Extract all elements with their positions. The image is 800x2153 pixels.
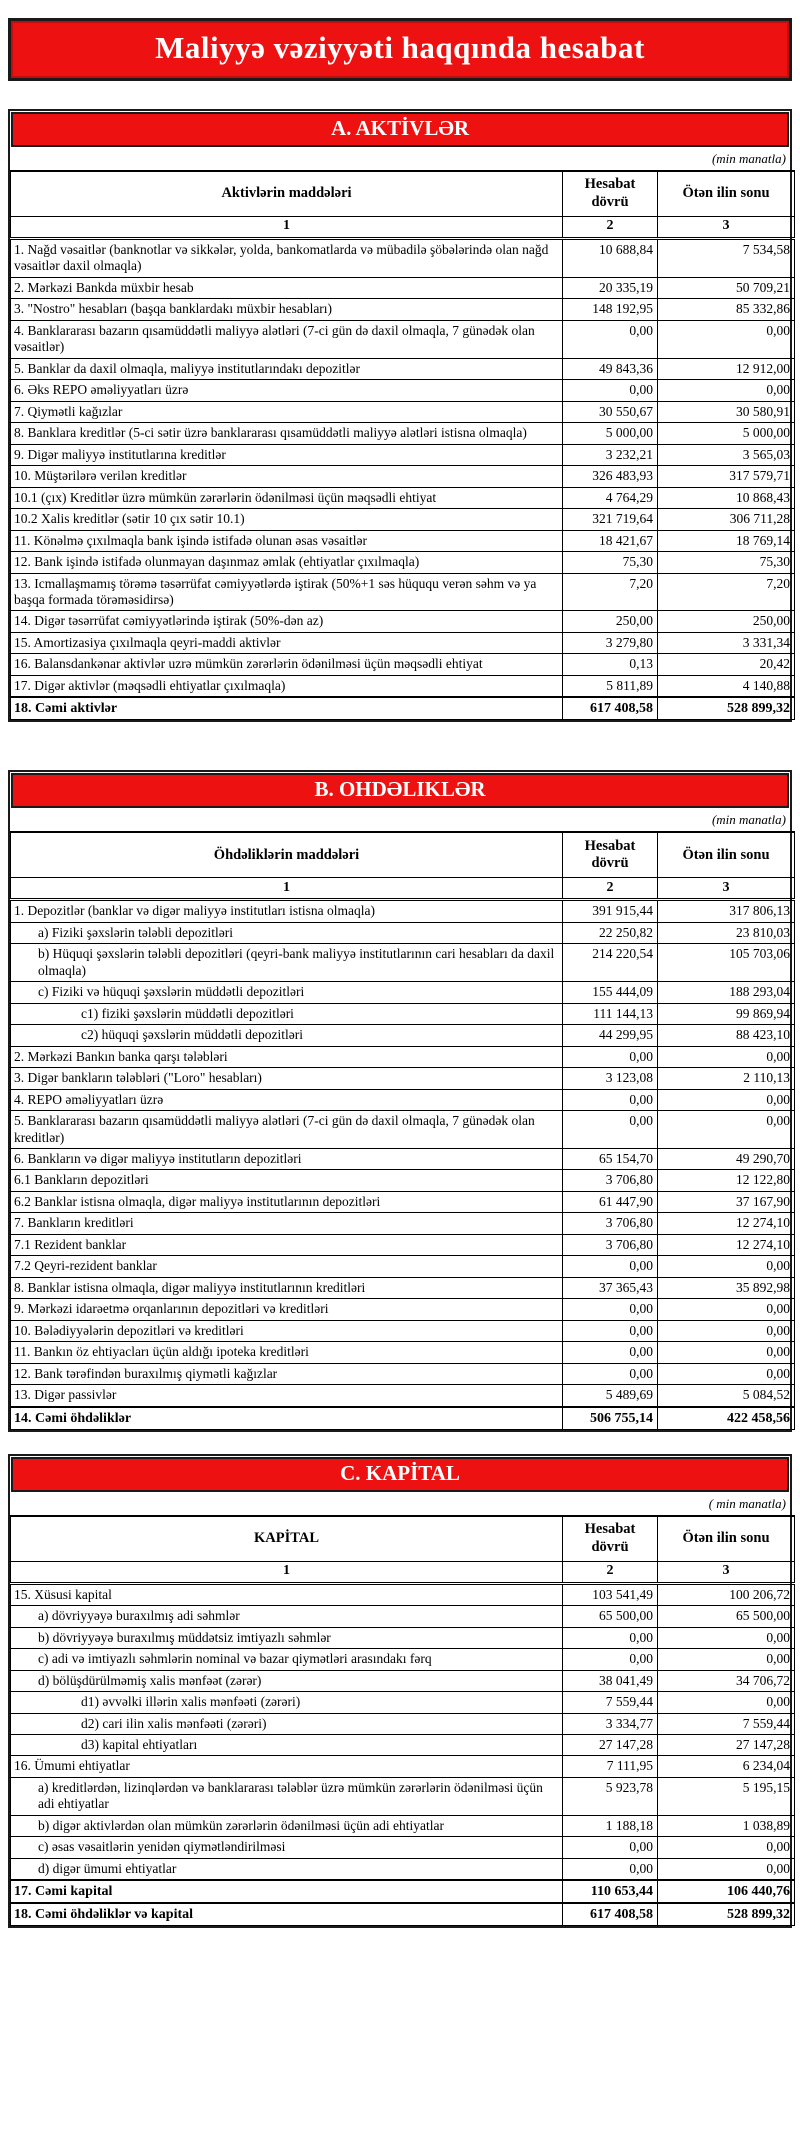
value-current-period: 38 041,49 [563,1670,658,1691]
row-label: 17. Digər aktivlər (məqsədli ehtiyatlar çıxılmaqla) [11,675,563,697]
assets-rows [11,239,795,720]
value-prior-year: 5 084,52 [658,1385,795,1407]
unit-note-text: (min manatla) [711,812,786,828]
value-current-period: 326 483,93 [563,466,658,487]
value-prior-year: 4 140,88 [658,675,795,697]
table-row [11,1407,795,1430]
table-row [11,466,795,487]
unit-note-text: ( min manatla) [708,1495,786,1511]
table-row [11,1089,795,1110]
value-prior-year: 50 709,21 [658,277,795,298]
value-current-period: 7 559,44 [563,1692,658,1713]
value-prior-year: 0,00 [658,1363,795,1384]
column-header-current-period: Hesabat dövrü [563,1516,658,1562]
value-prior-year: 3 331,34 [658,632,795,653]
table-row [11,530,795,551]
table-row [11,1627,795,1648]
column-header-row [11,171,795,217]
value-current-period: 0,00 [563,1299,658,1320]
column-header-current-period: Hesabat dövrü [563,832,658,878]
value-current-period: 0,00 [563,1089,658,1110]
row-label: 10.2 Xalis kreditlər (sətir 10 çıx sətir 10.1) [11,509,563,530]
row-label: 8. Banklara kreditlər (5-ci sətir üzrə banklararası qısamüddətli maliyyə alətləri istisna olmaqla) [11,423,563,444]
column-number: 1 [11,1561,563,1583]
row-label: c) əsas vəsaitlərin yenidən qiymətləndirilməsi [11,1837,563,1858]
value-prior-year: 422 458,56 [658,1407,795,1430]
unit-note [10,1493,790,1515]
table-row [11,611,795,632]
value-current-period: 22 250,82 [563,922,658,943]
row-label: d) bölüşdürülməmiş xalis mənfəət (zərər) [11,1670,563,1691]
column-number-row [11,1561,795,1583]
value-prior-year: 12 274,10 [658,1213,795,1234]
section-title: B. OHDƏLIKLƏR [314,777,486,802]
value-prior-year: 0,00 [658,1692,795,1713]
value-prior-year: 27 147,28 [658,1735,795,1756]
row-label: 14. Cəmi öhdəliklər [11,1407,563,1430]
value-current-period: 0,00 [563,1649,658,1670]
table-row [11,922,795,943]
value-current-period: 506 755,14 [563,1407,658,1430]
row-label: 6.1 Bankların depozitləri [11,1170,563,1191]
assets-table [10,170,795,720]
row-label: 7.2 Qeyri-rezident banklar [11,1256,563,1277]
column-number: 3 [658,1561,795,1583]
value-prior-year: 0,00 [658,320,795,358]
value-prior-year: 0,00 [658,1111,795,1149]
column-number: 3 [658,217,795,239]
table-row [11,1277,795,1298]
table-row [11,487,795,508]
value-current-period: 617 408,58 [563,1903,658,1926]
row-label: 7.1 Rezident banklar [11,1234,563,1255]
value-current-period: 4 764,29 [563,487,658,508]
table-row [11,1837,795,1858]
table-row [11,1385,795,1407]
value-prior-year: 12 122,80 [658,1170,795,1191]
unit-note [10,148,790,170]
column-number-row [11,217,795,239]
value-prior-year: 528 899,32 [658,1903,795,1926]
value-prior-year: 7 534,58 [658,239,795,278]
value-prior-year: 75,30 [658,552,795,573]
row-label: 1. Nağd vəsaitlər (banknotlar və sikkələr, yolda, bankomatlarda və mübadilə şöbələrində olan nağd vəsaitlər daxil olmaqla) [11,239,563,278]
table-row [11,1692,795,1713]
column-number: 3 [658,878,795,900]
value-current-period: 0,00 [563,1858,658,1880]
value-current-period: 321 719,64 [563,509,658,530]
table-row [11,1191,795,1212]
row-label: 11. Könəlmə çıxılmaqla bank işində istifadə olunan əsas vəsaitlər [11,530,563,551]
table-row [11,1342,795,1363]
value-prior-year: 1 038,89 [658,1815,795,1836]
row-label: 16. Balansdankənar aktivlər uzrə mümkün zərərlərin ödənilməsi üçün məqsədli ehtiyat [11,654,563,675]
table-row [11,1170,795,1191]
table-row [11,675,795,697]
value-current-period: 7,20 [563,573,658,611]
row-label: 2. Mərkəzi Bankda müxbir hesab [11,277,563,298]
row-label: 1. Depozitlər (banklar və digər maliyyə institutları istisna olmaqla) [11,900,563,922]
table-row [11,239,795,278]
value-current-period: 617 408,58 [563,697,658,720]
table-row [11,1735,795,1756]
table-row [11,1299,795,1320]
row-label: c2) hüquqi şəxslərin müddətli depozitləri [11,1025,563,1046]
value-prior-year: 317 579,71 [658,466,795,487]
row-label: 10.1 (çıx) Kreditlər üzrə mümkün zərərlərin ödənilməsi üçün məqsədli ehtiyat [11,487,563,508]
row-label: a) kreditlərdən, lizinqlərdən və banklararası tələblər üzrə mümkün zərərlərin ödənilməsi üçün adi ehtiyatlar [11,1777,563,1815]
row-label: 17. Cəmi kapital [11,1880,563,1903]
table-row [11,1649,795,1670]
value-current-period: 30 550,67 [563,401,658,422]
row-label: d2) cari ilin xalis mənfəəti (zərəri) [11,1713,563,1734]
table-row [11,1903,795,1926]
column-header-current-period: Hesabat dövrü [563,171,658,217]
value-prior-year: 3 565,03 [658,444,795,465]
value-prior-year: 99 869,94 [658,1003,795,1024]
column-header-items: Öhdəliklərin maddələri [11,832,563,878]
row-label: c1) fiziki şəxslərin müddətli depozitləri [11,1003,563,1024]
row-label: 15. Xüsusi kapital [11,1583,563,1605]
row-label: 6. Bankların və digər maliyyə institutların depozitləri [11,1149,563,1170]
value-prior-year: 105 703,06 [658,944,795,982]
table-row [11,982,795,1003]
row-label: 3. "Nostro" hesabları (başqa banklardakı müxbir hesabları) [11,299,563,320]
value-prior-year: 106 440,76 [658,1880,795,1903]
table-row [11,1858,795,1880]
value-current-period: 0,00 [563,1837,658,1858]
row-label: 10. Müştərilərə verilən kreditlər [11,466,563,487]
column-header-items: Aktivlərin maddələri [11,171,563,217]
row-label: 18. Cəmi aktivlər [11,697,563,720]
table-row [11,320,795,358]
value-current-period: 3 334,77 [563,1713,658,1734]
row-label: d1) əvvəlki illərin xalis mənfəəti (zərəri) [11,1692,563,1713]
value-prior-year: 5 195,15 [658,1777,795,1815]
row-label: 4. Banklararası bazarın qısamüddətli maliyyə alətləri (7-ci gün də daxil olmaqla, 7 günədək olan vəsaitlər) [11,320,563,358]
table-row [11,1149,795,1170]
value-current-period: 20 335,19 [563,277,658,298]
value-current-period: 0,00 [563,1256,658,1277]
value-current-period: 0,00 [563,1046,658,1067]
value-prior-year: 0,00 [658,380,795,401]
section-title-banner [11,773,789,808]
row-label: a) dövriyyəyə buraxılmış adi səhmlər [11,1606,563,1627]
table-row [11,401,795,422]
table-row [11,1606,795,1627]
value-current-period: 3 706,80 [563,1213,658,1234]
section-aktivler [8,109,792,722]
value-current-period: 111 144,13 [563,1003,658,1024]
table-row [11,1777,795,1815]
table-row [11,509,795,530]
value-prior-year: 0,00 [658,1046,795,1067]
value-current-period: 5 811,89 [563,675,658,697]
row-label: 11. Bankın öz ehtiyacları üçün aldığı ipoteka kreditləri [11,1342,563,1363]
value-prior-year: 188 293,04 [658,982,795,1003]
column-header-items: KAPİTAL [11,1516,563,1562]
column-number: 2 [563,878,658,900]
row-label: 4. REPO əməliyyatları üzrə [11,1089,563,1110]
value-current-period: 0,00 [563,1111,658,1149]
table-row [11,299,795,320]
row-label: 5. Banklararası bazarın qısamüddətli maliyyə alətləri (7-ci gün də daxil olmaqla, 7 günədək olan kreditlər) [11,1111,563,1149]
column-number: 2 [563,1561,658,1583]
section-kapital [8,1454,792,1929]
value-current-period: 391 915,44 [563,900,658,922]
value-current-period: 61 447,90 [563,1191,658,1212]
value-current-period: 148 192,95 [563,299,658,320]
value-prior-year: 34 706,72 [658,1670,795,1691]
table-row [11,1363,795,1384]
capital-table [10,1515,795,1927]
liabilities-table [10,831,795,1429]
table-row [11,654,795,675]
value-prior-year: 65 500,00 [658,1606,795,1627]
row-label: d3) kapital ehtiyatları [11,1735,563,1756]
value-current-period: 0,00 [563,380,658,401]
value-current-period: 0,00 [563,1627,658,1648]
table-row [11,1670,795,1691]
table-row [11,1046,795,1067]
row-label: 7. Qiymətli kağızlar [11,401,563,422]
table-row [11,1713,795,1734]
value-prior-year: 250,00 [658,611,795,632]
table-row [11,1880,795,1903]
table-row [11,1111,795,1149]
section-title: A. AKTİVLƏR [330,116,470,140]
row-label: 10. Bələdiyyələrin depozitləri və kreditləri [11,1320,563,1341]
value-prior-year: 0,00 [658,1858,795,1880]
column-header-row [11,1516,795,1562]
table-row [11,1756,795,1777]
value-prior-year: 0,00 [658,1089,795,1110]
value-current-period: 0,13 [563,654,658,675]
row-label: 6. Əks REPO əməliyyatları üzrə [11,380,563,401]
row-label: 12. Bank işində istifadə olunmayan daşınmaz əmlak (ehtiyatlar çıxılmaqla) [11,552,563,573]
value-current-period: 3 279,80 [563,632,658,653]
unit-note-text: (min manatla) [711,151,786,166]
value-current-period: 10 688,84 [563,239,658,278]
row-label: 6.2 Banklar istisna olmaqla, digər maliyyə institutlarının depozitləri [11,1191,563,1212]
table-row [11,1320,795,1341]
value-prior-year: 12 912,00 [658,358,795,379]
value-prior-year: 5 000,00 [658,423,795,444]
value-current-period: 3 123,08 [563,1068,658,1089]
column-header-prior-year: Ötən ilin sonu [658,832,795,878]
value-current-period: 18 421,67 [563,530,658,551]
value-prior-year: 49 290,70 [658,1149,795,1170]
value-prior-year: 0,00 [658,1649,795,1670]
row-label: b) Hüquqi şəxslərin tələbli depozitləri (qeyri-bank maliyyə institutlarının cari hesabları da daxil olmaqla) [11,944,563,982]
value-current-period: 49 843,36 [563,358,658,379]
value-current-period: 65 500,00 [563,1606,658,1627]
value-prior-year: 100 206,72 [658,1583,795,1605]
table-row [11,573,795,611]
section-ohdelikler [8,770,792,1431]
value-prior-year: 6 234,04 [658,1756,795,1777]
value-current-period: 44 299,95 [563,1025,658,1046]
unit-note [10,809,790,831]
row-label: 9. Mərkəzi idarəetmə orqanlarının depozitləri və kreditləri [11,1299,563,1320]
column-number-row [11,878,795,900]
table-row [11,444,795,465]
value-current-period: 0,00 [563,320,658,358]
value-current-period: 250,00 [563,611,658,632]
row-label: 5. Banklar da daxil olmaqla, maliyyə institutlarındakı depozitlər [11,358,563,379]
table-row [11,1068,795,1089]
value-prior-year: 0,00 [658,1320,795,1341]
column-header-prior-year: Ötən ilin sonu [658,1516,795,1562]
section-title: C. KAPİTAL [340,1460,460,1485]
row-label: c) adi və imtiyazlı səhmlərin nominal və bazar qiymətləri arasındakı fərq [11,1649,563,1670]
table-row [11,697,795,720]
table-row [11,900,795,922]
row-label: b) digər aktivlərdən olan mümkün zərərlərin ödənilməsi üçün adi ehtiyatlar [11,1815,563,1836]
value-prior-year: 23 810,03 [658,922,795,943]
value-current-period: 7 111,95 [563,1756,658,1777]
value-prior-year: 88 423,10 [658,1025,795,1046]
value-prior-year: 37 167,90 [658,1191,795,1212]
value-current-period: 3 706,80 [563,1170,658,1191]
value-current-period: 1 188,18 [563,1815,658,1836]
table-row [11,1213,795,1234]
row-label: 16. Ümumi ehtiyatlar [11,1756,563,1777]
row-label: 9. Digər maliyyə institutlarına kreditlər [11,444,563,465]
value-prior-year: 30 580,91 [658,401,795,422]
report-title: Maliyyə vəziyyəti haqqında hesabat [155,30,645,65]
value-prior-year: 306 711,28 [658,509,795,530]
row-label: c) Fiziki və hüquqi şəxslərin müddətli depozitləri [11,982,563,1003]
report-title-banner [8,18,792,81]
value-prior-year: 12 274,10 [658,1234,795,1255]
section-title-banner [11,112,789,147]
value-prior-year: 10 868,43 [658,487,795,508]
value-current-period: 103 541,49 [563,1583,658,1605]
value-current-period: 5 000,00 [563,423,658,444]
value-current-period: 0,00 [563,1342,658,1363]
value-current-period: 3 232,21 [563,444,658,465]
value-current-period: 0,00 [563,1320,658,1341]
row-label: 3. Digər bankların tələbləri ("Loro" hesabları) [11,1068,563,1089]
table-row [11,423,795,444]
value-prior-year: 7,20 [658,573,795,611]
table-row [11,358,795,379]
value-prior-year: 35 892,98 [658,1277,795,1298]
value-current-period: 110 653,44 [563,1880,658,1903]
table-row [11,552,795,573]
value-prior-year: 0,00 [658,1627,795,1648]
row-label: a) Fiziki şəxslərin tələbli depozitləri [11,922,563,943]
column-header-prior-year: Ötən ilin sonu [658,171,795,217]
value-current-period: 5 489,69 [563,1385,658,1407]
table-row [11,1025,795,1046]
row-label: 13. Digər passivlər [11,1385,563,1407]
row-label: 14. Digər təsərrüfat cəmiyyətlərində iştirak (50%-dən az) [11,611,563,632]
value-current-period: 5 923,78 [563,1777,658,1815]
value-prior-year: 528 899,32 [658,697,795,720]
value-current-period: 27 147,28 [563,1735,658,1756]
table-row [11,1256,795,1277]
value-current-period: 3 706,80 [563,1234,658,1255]
row-label: 8. Banklar istisna olmaqla, digər maliyyə institutlarının kreditləri [11,1277,563,1298]
value-current-period: 155 444,09 [563,982,658,1003]
value-current-period: 0,00 [563,1363,658,1384]
row-label: b) dövriyyəyə buraxılmış müddətsiz imtiyazlı səhmlər [11,1627,563,1648]
row-label: 15. Amortizasiya çıxılmaqla qeyri-maddi aktivlər [11,632,563,653]
table-row [11,380,795,401]
value-current-period: 214 220,54 [563,944,658,982]
liabilities-rows [11,900,795,1429]
value-prior-year: 0,00 [658,1256,795,1277]
table-row [11,1815,795,1836]
column-number: 1 [11,878,563,900]
column-header-row [11,832,795,878]
table-row [11,944,795,982]
value-prior-year: 0,00 [658,1837,795,1858]
column-number: 2 [563,217,658,239]
table-row [11,1003,795,1024]
value-current-period: 65 154,70 [563,1149,658,1170]
capital-rows [11,1583,795,1926]
column-number: 1 [11,217,563,239]
value-current-period: 75,30 [563,552,658,573]
table-row [11,1583,795,1605]
row-label: 18. Cəmi öhdəliklər və kapital [11,1903,563,1926]
value-prior-year: 7 559,44 [658,1713,795,1734]
row-label: 12. Bank tərəfindən buraxılmış qiymətli kağızlar [11,1363,563,1384]
value-prior-year: 20,42 [658,654,795,675]
section-title-banner [11,1457,789,1492]
table-row [11,1234,795,1255]
row-label: d) digər ümumi ehtiyatlar [11,1858,563,1880]
value-prior-year: 317 806,13 [658,900,795,922]
value-prior-year: 85 332,86 [658,299,795,320]
table-row [11,277,795,298]
row-label: 13. Icmallaşmamış törəmə təsərrüfat cəmiyyətlərdə iştirak (50%+1 səs hüququ verən səhm və ya başqa formada törəməsidirsə) [11,573,563,611]
row-label: 7. Bankların kreditləri [11,1213,563,1234]
table-row [11,632,795,653]
value-current-period: 37 365,43 [563,1277,658,1298]
value-prior-year: 2 110,13 [658,1068,795,1089]
value-prior-year: 18 769,14 [658,530,795,551]
value-prior-year: 0,00 [658,1299,795,1320]
row-label: 2. Mərkəzi Bankın banka qarşı tələbləri [11,1046,563,1067]
value-prior-year: 0,00 [658,1342,795,1363]
